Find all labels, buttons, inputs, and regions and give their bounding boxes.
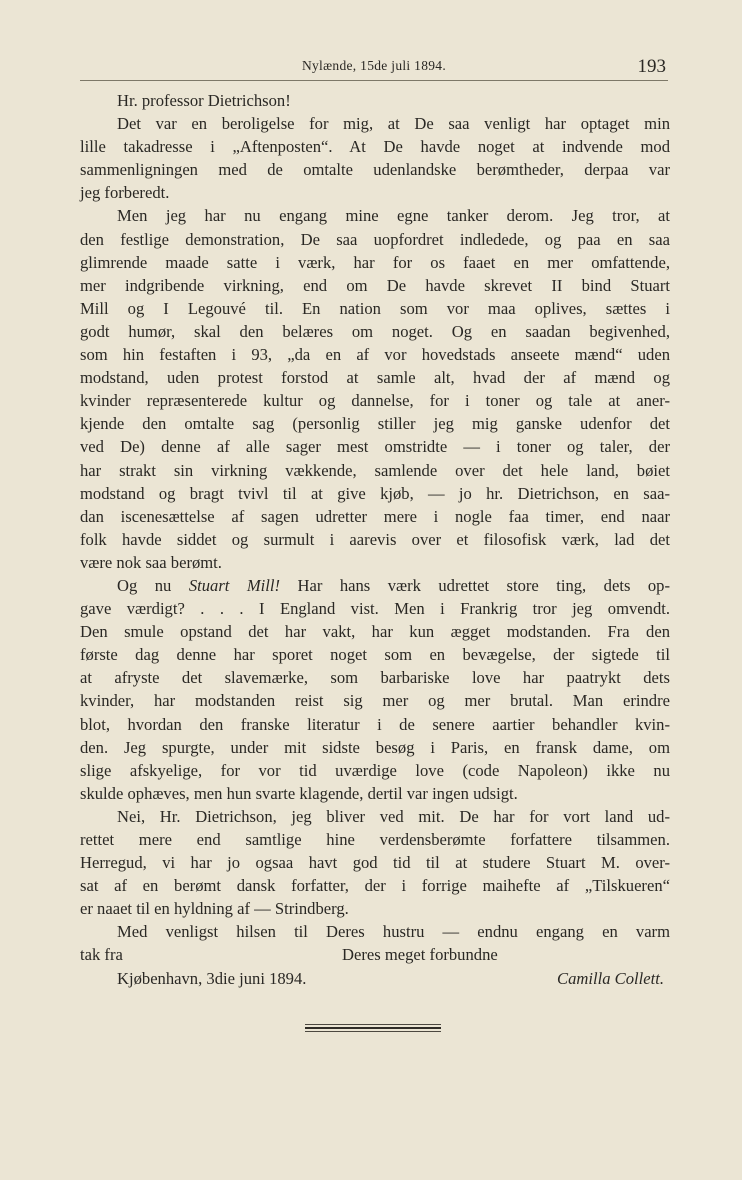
- text-line: den. Jeg spurgte, under mit sidste besøg i Paris, en fransk dame, om: [80, 737, 670, 757]
- text-line: kvinder, har modstanden reist sig mer og mer brutal. Man erindre: [80, 691, 670, 711]
- text-line: sat af en berømt dansk forfatter, der i forrige maihefte af „Tilskueren“: [80, 876, 670, 896]
- signature-line: [80, 967, 670, 990]
- text-line: den festlige demonstration, De saa uopfordret indledede, og paa en saa: [80, 229, 670, 249]
- text-line: som hin festaften i 93, „da en af vor hovedstads anseete mænd“ uden: [80, 345, 670, 365]
- text-line: gave værdigt? . . . I England vist. Men i Frankrig tror jeg omvendt.: [80, 599, 670, 619]
- running-title: Nylænde, 15de juli 1894.: [301, 58, 447, 73]
- text-line: Nei, Hr. Dietrichson, jeg bliver ved mit. De har for vort land ud-: [117, 806, 670, 826]
- text-line: kvinder repræsenterede kultur og dannelse, for i toner og tale at aner-: [80, 391, 670, 411]
- text-line: kjende den omtalte sag (personlig stiller jeg mig ganske udenfor det: [80, 414, 670, 434]
- signature-name: Camilla Collett.: [557, 968, 664, 988]
- text-line: første dag denne har sporet noget som en bevægelse, der sigtede til: [80, 645, 670, 665]
- text-line: modstand og bragt tvivl til at give kjøb, — jo hr. Dietrichson, en saa-: [80, 483, 670, 503]
- text-line: modstand, uden protest forstod at samle alt, hvad der af mænd og: [80, 368, 670, 388]
- text-line: glimrende maade satte i værk, har for os faaet en mer omfattende,: [80, 252, 670, 272]
- rule-line: [305, 1031, 441, 1032]
- closing-left: tak fra: [80, 945, 123, 965]
- text-line: Det var en beroligelse for mig, at De saa venligt har optaget min: [117, 114, 670, 134]
- text-line: Herregud, vi har jo ogsaa havt god tid til at studere Stuart M. over-: [80, 853, 670, 873]
- letter-lines: [80, 89, 670, 943]
- text-line: har strakt sin virkning vækkende, samlende over det hele land, bøiet: [80, 460, 670, 480]
- text-line: jeg forberedt.: [80, 183, 170, 203]
- text-line: Den smule opstand det har vakt, har kun ægget modstanden. Fra den: [80, 622, 670, 642]
- text-line: at afryste det slavemærke, som barbariske love har paatrykt dets: [80, 668, 670, 688]
- place-date: Kjøbenhavn, 3die juni 1894.: [117, 968, 307, 988]
- rule-line: [305, 1024, 441, 1025]
- text-line: lille takadresse i „Aftenposten“. At De havde noget at indvende mod: [80, 137, 670, 157]
- text-line: rettet mere end samtlige hine verdensberømte forfattere tilsammen.: [80, 830, 670, 849]
- text-line: være nok saa berømt.: [80, 552, 222, 572]
- text-line: Hr. professor Dietrichson!: [117, 91, 291, 110]
- text-line: er naaet til en hyldning af — Strindberg.: [80, 899, 349, 919]
- text-line: skulde ophæves, men hun svarte klagende, dertil var ingen udsigt.: [80, 783, 518, 803]
- text-line: Og nu Stuart Mill! Har hans værk udrettet store ting, dets op-: [117, 575, 670, 595]
- text-line: Men jeg har nu engang mine egne tanker derom. Jeg tror, at: [117, 206, 670, 226]
- text-line: folk havde siddet og surmult i aarevis over et filosofisk værk, lad det: [80, 529, 670, 549]
- letter-body: [80, 89, 670, 990]
- text-line: Mill og I Legouvé til. En nation som vor maa oplives, sættes i: [80, 298, 670, 318]
- text-line: slige afskyelige, for vor tid uværdige love (code Napoleon) ikke nu: [80, 760, 670, 780]
- closing-line: [80, 943, 670, 966]
- italic-text: Stuart Mill!: [188, 575, 281, 595]
- text-line: sammenligningen med de omtalte udenlandske berømtheder, derpaa var: [80, 160, 670, 180]
- text-line: Med venligst hilsen til Deres hustru — endnu engang en varm: [117, 922, 670, 942]
- text-line: dan iscenesættelse af sagen udretter mere i nogle faa timer, end naar: [80, 506, 670, 526]
- closing-middle: Deres meget forbundne: [342, 945, 498, 965]
- text-line: godt humør, skal den belæres om noget. Og en saadan begivenhed,: [80, 321, 670, 341]
- page-header: [80, 56, 668, 81]
- text-line: ved De) denne af alle sager mest omstridte — i toner og taler, der: [80, 437, 670, 457]
- text-line: blot, hvordan den franske literatur i de senere aartier behandler kvin-: [80, 714, 670, 734]
- closing-rule: [305, 1024, 441, 1032]
- page-number: 193: [637, 56, 666, 77]
- rule-line: [305, 1027, 441, 1029]
- text-line: mer indgribende virkning, end om De havde skrevet II bind Stuart: [80, 275, 670, 295]
